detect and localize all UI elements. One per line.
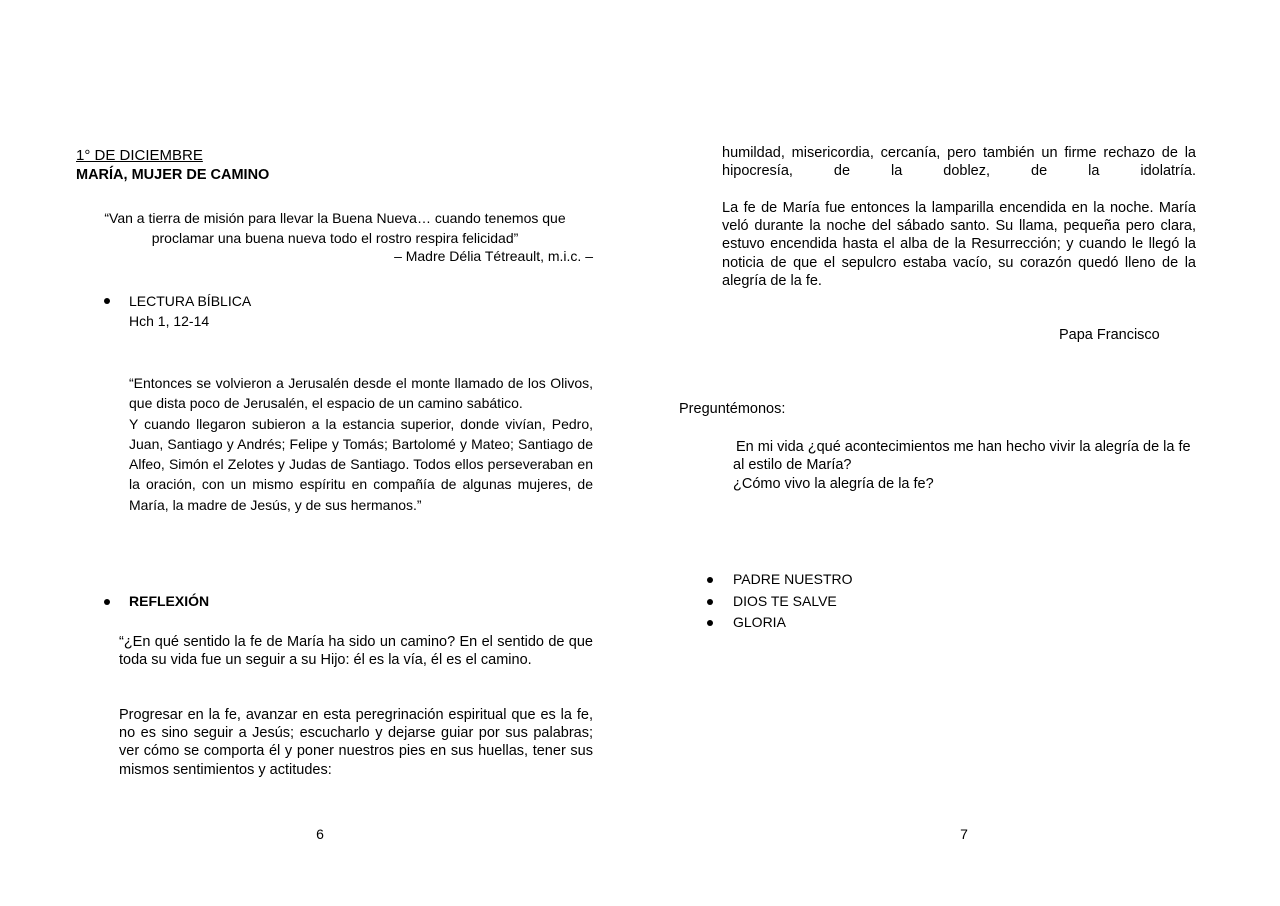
bullet-reflexion [104,599,110,605]
page-number-right: 7 [960,826,968,842]
reflexion-paragraph-2: Progresar en la fe, avanzar en esta peregrinación espiritual que es la fe, no es sino seguir a Jesús; escucharlo y dejarse guiar por sus palabras; ver cómo se comporta él y poner nuestros pies en sus huellas, tener sus mismos sentimientos y actitudes: [119,707,593,778]
lectura-label: LECTURA BÍBLICA [129,293,252,309]
prayer-item-padre-nuestro: PADRE NUESTRO [733,571,853,587]
bullet-prayer-3 [707,620,713,626]
bible-reading [129,373,593,515]
lectura-reference: Hch 1, 12-14 [129,313,210,329]
bullet-lectura [104,298,110,304]
reading-paragraph-1: “Entonces se volvieron a Jerusalén desde el monte llamado de los Olivos, que dista poco de Jerusalén, el espacio de un camino sabático. [129,375,593,412]
bullet-prayer-1 [707,577,713,583]
reflexion-paragraph-1: “¿En qué sentido la fe de María ha sido un camino? En el sentido de que toda su vida fue un seguir a su Hijo: él es la vía, él es el camino. [119,634,593,669]
quote-signature: Papa Francisco [1059,327,1160,343]
bullet-prayer-2 [707,599,713,605]
reflexion-continuation: humildad, misericordia, cercanía, pero también un firme rechazo de la hipocresía, de la doblez, de la idolatría. [722,145,1196,180]
epigraph-quote: “Van a tierra de misión para llevar la Buena Nueva… cuando tenemos que proclamar una buena nueva todo el rostro respira felicidad” [104,210,566,246]
preguntemonos-label: Preguntémonos: [679,401,786,417]
section-date: 1° DE DICIEMBRE [76,147,203,164]
epigraph-author: – Madre Délia Tétreault, m.i.c. – [394,248,593,264]
reflexion-paragraph-3: La fe de María fue entonces la lamparilla encendida en la noche. María veló durante la noche del sábado santo. Su llama, pequeña pero clara, estuvo encendida hasta el alba de la Resurrección; y cuando le llegó la noticia de que el sepulcro estaba vacío, su corazón quedó lleno de la alegría de la fe. [722,200,1196,289]
prayer-item-dios-te-salve: DIOS TE SALVE [733,593,837,609]
page-number-left: 6 [316,826,324,842]
question-1: En mi vida ¿qué acontecimientos me han hecho vivir la alegría de la fe al estilo de María? [733,439,1191,474]
reflexion-label: REFLEXIÓN [129,593,210,609]
question-2: ¿Cómo vivo la alegría de la fe? [733,476,934,492]
section-title: MARÍA, MUJER DE CAMINO [76,167,270,183]
reading-paragraph-2: Y cuando llegaron subieron a la estancia superior, donde vivían, Pedro, Juan, Santiago y Andrés; Felipe y Tomás; Bartolomé y Mateo; Santiago de Alfeo, Simón el Zelotes y Judas de Santiago. Todos ellos perseveraban en la oración, con un mismo espíritu en compañía de algunas mujeres, de María, la madre de Jesús, y de sus hermanos.” [129,415,593,513]
prayer-item-gloria: GLORIA [733,614,786,630]
